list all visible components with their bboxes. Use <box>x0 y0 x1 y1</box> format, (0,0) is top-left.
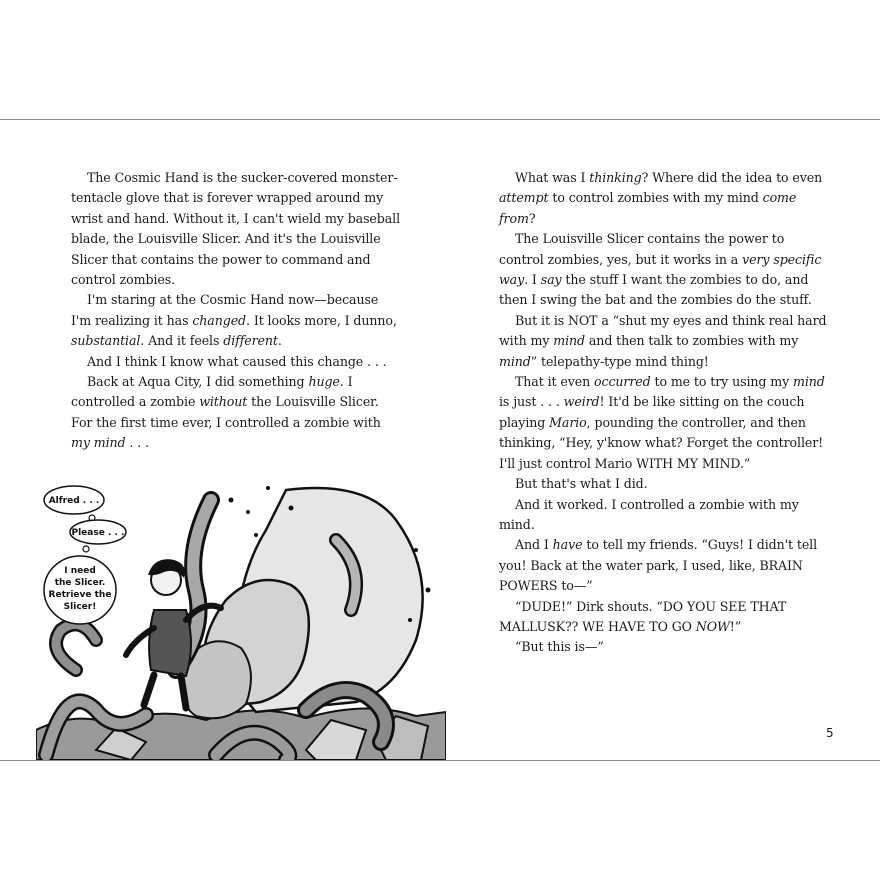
text-segment: The Louisville Slicer contains the power to control zombies, yes, but it works in a <box>499 231 785 267</box>
text-segment: But it is NOT a “shut my eyes and think real hard with my <box>499 312 827 349</box>
text-segment: ? Where did the idea to even <box>641 170 823 185</box>
paragraph <box>499 229 829 311</box>
right-page-text <box>499 168 829 658</box>
text-segment: And it worked. I controlled a zombie with my mind. <box>499 496 799 532</box>
text-segment: !” <box>729 618 742 634</box>
paragraph <box>71 168 401 290</box>
text-segment: And I <box>515 537 553 553</box>
italic-text: mind <box>553 333 585 349</box>
italic-text: substantial <box>71 333 141 349</box>
bubble-text-3-line-3: Retrieve the <box>48 590 112 600</box>
italic-text: attempt <box>499 190 549 206</box>
text-segment: . And it feels <box>140 333 224 349</box>
text-segment: to control zombies with my mind <box>548 190 763 206</box>
text-segment: That it even <box>515 374 595 390</box>
book-spread <box>0 119 880 761</box>
text-segment: “But this is—” <box>515 639 604 655</box>
italic-text: without <box>199 394 248 410</box>
bubble-text-2: Please . . . <box>71 528 125 538</box>
bubble-text-1: Alfred . . . <box>48 496 100 506</box>
text-segment: the stuff I want the zombies to do, and then I swing the bat and the zombies do the stuff. <box>499 272 812 308</box>
italic-text: very specific way <box>499 251 822 288</box>
italic-text: thinking <box>589 170 642 185</box>
italic-text: say <box>540 272 562 288</box>
italic-text: come from <box>499 190 797 226</box>
left-page-text <box>71 168 401 454</box>
italic-text: occurred <box>594 374 651 390</box>
paragraph <box>499 495 829 536</box>
italic-text: mind <box>793 374 825 390</box>
page-number: 5 <box>826 726 834 740</box>
paragraph <box>499 372 829 474</box>
paragraph <box>71 372 401 454</box>
comic-illustration <box>36 480 446 760</box>
paragraph <box>71 352 401 372</box>
text-segment: and then talk to zombies with my <box>585 333 799 349</box>
italic-text: changed <box>192 312 247 328</box>
italic-text: Mario <box>549 414 587 430</box>
text-segment: ! It'd be like sitting on the couch playing <box>499 394 805 430</box>
italic-text: weird <box>563 394 600 410</box>
paragraph <box>499 637 829 657</box>
text-segment: is just . . . <box>499 394 564 410</box>
italic-text: huge <box>308 374 340 390</box>
paragraph <box>499 597 829 638</box>
bubble-text-3-line-4: Slicer! <box>63 602 97 612</box>
text-segment: I'm staring at the Cosmic Hand now—because I'm realizing it has <box>71 292 379 328</box>
text-segment: . <box>277 333 282 349</box>
text-segment: What was I <box>515 170 590 185</box>
text-segment: . . . <box>125 435 149 451</box>
thought-bubbles <box>44 486 126 624</box>
text-segment: . It looks more, I dunno, <box>246 312 397 328</box>
text-segment: to tell my friends. “Guys! I didn't tell you! Back at the water park, I used, like, BRAIN POWERS to—” <box>499 537 818 594</box>
italic-text: my mind <box>71 435 126 451</box>
text-segment: “DUDE!” Dirk shouts. “DO YOU SEE THAT MALLUSK?? WE HAVE TO GO <box>499 598 787 634</box>
paragraph <box>71 290 401 351</box>
text-segment: But that's what I did. <box>515 476 648 492</box>
italic-text: NOW <box>695 618 730 634</box>
text-segment: Back at Aqua City, I did something <box>87 374 309 390</box>
text-segment: ” telepathy-type mind thing! <box>530 353 709 369</box>
bubble-text-3-line-1: I need <box>64 566 96 576</box>
text-segment: . I <box>524 272 541 288</box>
paragraph <box>499 535 829 596</box>
text-segment: And I think I know what caused this change . . . <box>87 353 387 369</box>
text-segment: . I controlled a zombie <box>71 374 353 410</box>
paragraph <box>499 311 829 372</box>
text-segment: The Cosmic Hand is the sucker-covered monster-tentacle glove that is forever wrapped around my wrist and hand. Without it, I can't wield my baseball blade, the Louisville Slicer. And it's the Louisville Slicer that contains the power to command and control zombies. <box>71 170 401 288</box>
text-segment: , pounding the controller, and then thinking, “Hey, y'know what? Forget the controller! I'll just control Mario WITH MY MIND.” <box>499 414 824 471</box>
paragraph <box>499 168 829 229</box>
monster-body <box>182 488 423 718</box>
italic-text: different <box>223 333 278 349</box>
text-segment: ? <box>528 210 536 226</box>
italic-text: mind <box>499 353 531 369</box>
text-segment: to me to try using my <box>650 374 794 390</box>
text-segment: the Louisville Slicer. For the first time ever, I controlled a zombie with <box>71 394 381 430</box>
italic-text: have <box>552 537 583 553</box>
bubble-text-3-line-2: the Slicer. <box>54 578 106 588</box>
paragraph <box>499 474 829 494</box>
